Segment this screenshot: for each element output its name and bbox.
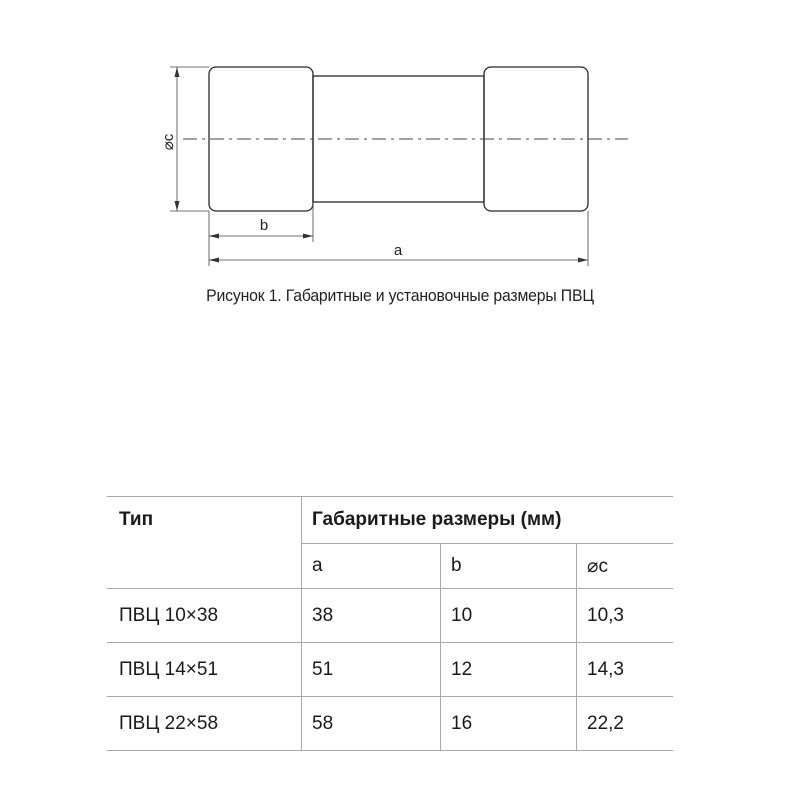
dim-b-arrow-right: [303, 234, 313, 239]
cell-c: 22,2: [577, 697, 674, 751]
cell-a: 58: [302, 697, 441, 751]
figure-caption: Рисунок 1. Габаритные и установочные размеры ПВЦ: [206, 286, 594, 305]
table-row: [107, 589, 673, 643]
table-row: [107, 697, 673, 751]
cell-c: 14,3: [577, 643, 674, 697]
cell-b: 10: [441, 589, 577, 643]
cell-type: ПВЦ 22×58: [107, 697, 302, 751]
table-row: [107, 643, 673, 697]
cell-b: 12: [441, 643, 577, 697]
cell-a: 51: [302, 643, 441, 697]
cell-b: 16: [441, 697, 577, 751]
cell-c: 10,3: [577, 589, 674, 643]
subheader-a: a: [302, 544, 441, 589]
dim-a-label: a: [393, 242, 403, 259]
dim-b-arrow-left: [209, 234, 219, 239]
dim-a-arrow-right: [578, 258, 588, 263]
cell-type: ПВЦ 10×38: [107, 589, 302, 643]
dim-c-arrow-top: [175, 67, 180, 77]
dim-b-label: b: [259, 217, 269, 234]
header-type: Тип: [107, 497, 302, 589]
subheader-b: b: [441, 544, 577, 589]
subheader-c: ⌀c: [577, 544, 674, 589]
table-header-row: [107, 497, 673, 544]
dimensions-table: [107, 496, 673, 751]
dim-c-arrow-bottom: [175, 201, 180, 211]
header-dimensions-group: Габаритные размеры (мм): [302, 497, 674, 544]
cell-type: ПВЦ 14×51: [107, 643, 302, 697]
dim-c-label: ⌀c: [160, 133, 177, 151]
fuse-dimension-drawing: [0, 0, 800, 280]
dim-a-arrow-left: [209, 258, 219, 263]
cell-a: 38: [302, 589, 441, 643]
